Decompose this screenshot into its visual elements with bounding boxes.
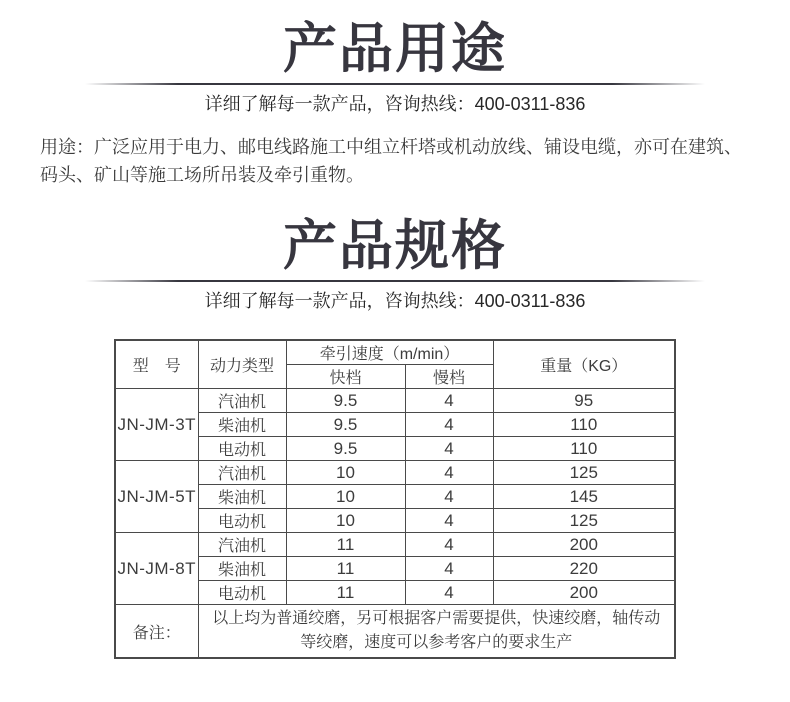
page-title-usage: 产品用途 — [283, 19, 507, 79]
fast-gear-cell: 11 — [286, 557, 405, 581]
slow-gear-cell: 4 — [405, 437, 493, 461]
power-type-cell: 电动机 — [198, 509, 286, 533]
fast-gear-cell: 9.5 — [286, 437, 405, 461]
model-cell: JN-JM-5T — [115, 461, 198, 533]
spec-table — [114, 339, 676, 659]
header-power-type: 动力类型 — [198, 340, 286, 389]
header-model: 型 号 — [115, 340, 198, 389]
header-weight: 重量（KG） — [493, 340, 675, 389]
fast-gear-cell: 9.5 — [286, 389, 405, 413]
slow-gear-cell: 4 — [405, 389, 493, 413]
table-row — [115, 389, 675, 413]
specs-section — [0, 216, 790, 659]
fast-gear-cell: 10 — [286, 485, 405, 509]
table-row — [115, 581, 675, 605]
weight-cell: 200 — [493, 581, 675, 605]
page-title-specs: 产品规格 — [283, 216, 507, 276]
slow-gear-cell: 4 — [405, 533, 493, 557]
model-cell: JN-JM-8T — [115, 533, 198, 605]
power-type-cell: 汽油机 — [198, 533, 286, 557]
weight-cell: 200 — [493, 533, 675, 557]
fast-gear-cell: 10 — [286, 509, 405, 533]
slow-gear-cell: 4 — [405, 509, 493, 533]
slow-gear-cell: 4 — [405, 413, 493, 437]
weight-cell: 95 — [493, 389, 675, 413]
title-divider-specs — [85, 280, 705, 282]
fast-gear-cell: 11 — [286, 581, 405, 605]
hotline-subtitle-specs: 详细了解每一款产品，咨询热线：400-0311-836 — [204, 291, 586, 311]
slow-gear-cell: 4 — [405, 581, 493, 605]
hotline-subtitle-usage: 详细了解每一款产品，咨询热线：400-0311-836 — [204, 94, 586, 114]
table-row — [115, 533, 675, 557]
header-slow-gear: 慢档 — [405, 365, 493, 389]
power-type-cell: 汽油机 — [198, 389, 286, 413]
title-divider-usage — [85, 83, 705, 85]
power-type-cell: 电动机 — [198, 437, 286, 461]
model-cell: JN-JM-3T — [115, 389, 198, 461]
remark-line-1: 以上均为普通绞磨，另可根据客户需要提供，快速绞磨，轴传动 — [212, 610, 661, 627]
header-fast-gear: 快档 — [286, 365, 405, 389]
remark-content — [198, 605, 675, 659]
power-type-cell: 柴油机 — [198, 413, 286, 437]
header-traction-speed: 牵引速度（m/min） — [286, 340, 493, 365]
fast-gear-cell: 11 — [286, 533, 405, 557]
table-row — [115, 509, 675, 533]
table-row — [115, 413, 675, 437]
usage-paragraph: 用途：广泛应用于电力、邮电线路施工中组立杆塔或机动放线、铺设电缆，亦可在建筑、码头、矿山等施工场所吊装及牵引重物。 — [40, 137, 742, 185]
slow-gear-cell: 4 — [405, 557, 493, 581]
power-type-cell: 柴油机 — [198, 557, 286, 581]
weight-cell: 110 — [493, 413, 675, 437]
power-type-cell: 电动机 — [198, 581, 286, 605]
fast-gear-cell: 9.5 — [286, 413, 405, 437]
weight-cell: 125 — [493, 461, 675, 485]
table-header-row-1 — [115, 340, 675, 365]
slow-gear-cell: 4 — [405, 461, 493, 485]
weight-cell: 145 — [493, 485, 675, 509]
usage-section — [0, 19, 790, 189]
table-row — [115, 461, 675, 485]
table-row — [115, 485, 675, 509]
power-type-cell: 柴油机 — [198, 485, 286, 509]
slow-gear-cell: 4 — [405, 485, 493, 509]
fast-gear-cell: 10 — [286, 461, 405, 485]
table-row — [115, 557, 675, 581]
remark-line-2: 等绞磨，速度可以参考客户的要求生产 — [300, 634, 573, 651]
power-type-cell: 汽油机 — [198, 461, 286, 485]
table-row — [115, 437, 675, 461]
weight-cell: 125 — [493, 509, 675, 533]
remark-row — [115, 605, 675, 659]
weight-cell: 220 — [493, 557, 675, 581]
remark-label: 备注： — [115, 605, 198, 659]
weight-cell: 110 — [493, 437, 675, 461]
